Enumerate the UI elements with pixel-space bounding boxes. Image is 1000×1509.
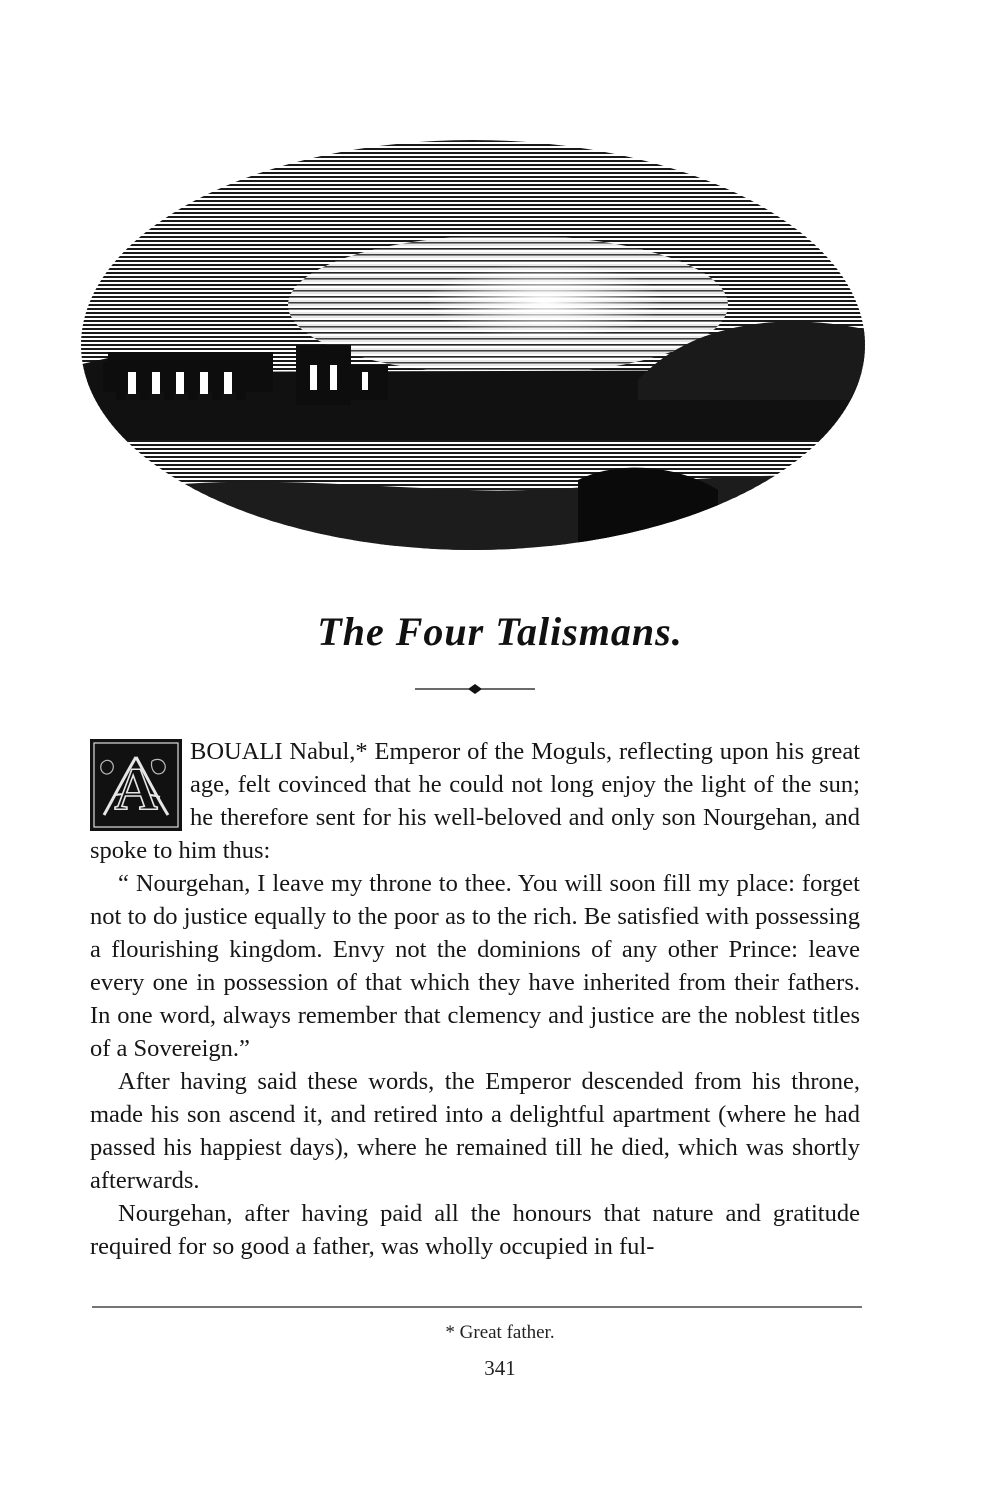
- body-text: [90, 735, 860, 1263]
- footnote-rule: [92, 1305, 862, 1309]
- chapter-title: The Four Talismans.: [317, 609, 683, 654]
- ruins-landscape-engraving: [78, 140, 868, 560]
- paragraph-3-text: After having said these words, the Emperor descended from his throne, made his son ascend it, and retired into a delightful apartment (where he had passed his happiest days), where he remained till he died, which was shortly afterwards.: [90, 1068, 860, 1194]
- paragraph: [90, 867, 860, 1065]
- page-number: 341: [484, 1356, 516, 1380]
- ornamental-rule: [415, 682, 535, 696]
- illuminated-drop-cap: [90, 739, 182, 831]
- paragraph: [90, 735, 860, 867]
- footnote: * Great father.: [445, 1322, 555, 1343]
- paragraph-4-text: Nourgehan, after having paid all the honours that nature and gratitude required for so good a father, was wholly occupied in ful-: [90, 1200, 860, 1260]
- drop-cap-letter: A: [114, 756, 158, 822]
- paragraph-1-text: BOUALI Nabul,* Emperor of the Moguls, reflecting upon his great age, felt covinced that he could not long enjoy the light of the sun; he therefore sent for his well-beloved and only son Nourgehan, and spoke to him thus:: [90, 738, 860, 864]
- paragraph: [90, 1197, 860, 1263]
- paragraph-2-text: “ Nourgehan, I leave my throne to thee. You will soon fill my place: forget not to do justice equally to the poor as to the rich. Be satisfied with possessing a flourishing kingdom. Envy not the dominions of any other Prince: leave every one in possession of that which they have inherited from their fathers. In one word, always remember that clemency and justice are the noblest titles of a Sovereign.”: [90, 870, 860, 1062]
- paragraph: [90, 1065, 860, 1197]
